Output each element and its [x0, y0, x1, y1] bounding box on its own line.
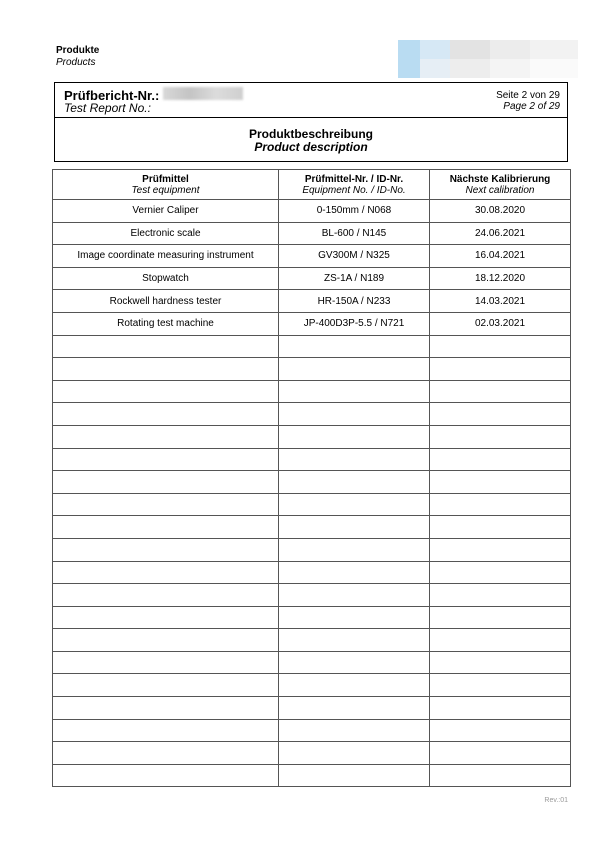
- table-row: [53, 516, 571, 539]
- column-header-equipment: Prüfmittel Test equipment: [53, 170, 279, 200]
- cell-equipment: [53, 561, 279, 584]
- section-title-en: Products: [56, 57, 96, 68]
- cell-next-calibration: [430, 742, 571, 765]
- cell-equipment: [53, 516, 279, 539]
- report-number-row: [55, 83, 567, 118]
- cell-equipment-no: [279, 606, 430, 629]
- table-row: [53, 674, 571, 697]
- table-row: [53, 606, 571, 629]
- table-row: [53, 290, 571, 313]
- cell-equipment: Image coordinate measuring instrument: [53, 245, 279, 268]
- cell-next-calibration: [430, 764, 571, 787]
- cell-next-calibration: [430, 493, 571, 516]
- section-heading: [56, 45, 99, 69]
- page-indicator-de: Seite 2 von 29: [496, 90, 560, 101]
- table-row: [53, 425, 571, 448]
- cell-equipment: [53, 651, 279, 674]
- cell-equipment: [53, 471, 279, 494]
- cell-equipment: Rotating test machine: [53, 312, 279, 335]
- table-row: [53, 538, 571, 561]
- table-row: [53, 742, 571, 765]
- cell-next-calibration: 02.03.2021: [430, 312, 571, 335]
- cell-next-calibration: [430, 380, 571, 403]
- cell-next-calibration: [430, 538, 571, 561]
- table-row: [53, 719, 571, 742]
- report-number-label-de: Prüfbericht-Nr.:: [64, 88, 160, 103]
- cell-equipment: [53, 358, 279, 381]
- cell-next-calibration: [430, 425, 571, 448]
- cell-equipment-no: [279, 516, 430, 539]
- report-number-label-en: Test Report No.:: [64, 101, 151, 115]
- cell-equipment-no: BL-600 / N145: [279, 222, 430, 245]
- cell-next-calibration: [430, 335, 571, 358]
- cell-equipment-no: [279, 584, 430, 607]
- cell-equipment: Electronic scale: [53, 222, 279, 245]
- product-description-en: Product description: [254, 140, 368, 154]
- cell-equipment-no: [279, 380, 430, 403]
- table-row: [53, 222, 571, 245]
- cell-next-calibration: [430, 606, 571, 629]
- cell-next-calibration: [430, 471, 571, 494]
- cell-equipment: [53, 584, 279, 607]
- cell-equipment-no: JP-400D3P-5.5 / N721: [279, 312, 430, 335]
- cell-equipment: [53, 719, 279, 742]
- cell-equipment: [53, 742, 279, 765]
- cell-equipment: [53, 538, 279, 561]
- cell-equipment-no: [279, 697, 430, 720]
- cell-next-calibration: [430, 516, 571, 539]
- cell-next-calibration: [430, 674, 571, 697]
- table-row: [53, 764, 571, 787]
- cell-equipment-no: [279, 448, 430, 471]
- cell-equipment: Stopwatch: [53, 267, 279, 290]
- cell-equipment-no: [279, 403, 430, 426]
- cell-equipment: [53, 380, 279, 403]
- table-row: [53, 697, 571, 720]
- table-row: [53, 200, 571, 223]
- cell-equipment: Vernier Caliper: [53, 200, 279, 223]
- table-row: [53, 403, 571, 426]
- cell-equipment-no: [279, 425, 430, 448]
- cell-equipment: [53, 629, 279, 652]
- cell-next-calibration: [430, 584, 571, 607]
- equipment-table: [52, 169, 571, 787]
- cell-next-calibration: [430, 629, 571, 652]
- cell-equipment-no: 0-150mm / N068: [279, 200, 430, 223]
- cell-next-calibration: [430, 719, 571, 742]
- table-row: [53, 335, 571, 358]
- cell-next-calibration: [430, 403, 571, 426]
- product-description-de: Produktbeschreibung: [248, 127, 373, 141]
- table-row: [53, 561, 571, 584]
- table-header-row: [53, 170, 571, 200]
- cell-equipment: [53, 697, 279, 720]
- cell-equipment-no: [279, 335, 430, 358]
- cell-equipment: [53, 493, 279, 516]
- cell-equipment-no: [279, 629, 430, 652]
- table-row: [53, 629, 571, 652]
- cell-equipment-no: [279, 471, 430, 494]
- cell-next-calibration: 30.08.2020: [430, 200, 571, 223]
- cell-equipment: [53, 335, 279, 358]
- table-row: [53, 245, 571, 268]
- cell-equipment: [53, 606, 279, 629]
- cell-equipment: Rockwell hardness tester: [53, 290, 279, 313]
- section-title-de: Produkte: [56, 45, 100, 56]
- cell-next-calibration: 24.06.2021: [430, 222, 571, 245]
- column-header-equipment-no: Prüfmittel-Nr. / ID-Nr. Equipment No. / ID-No.: [279, 170, 430, 200]
- table-row: [53, 358, 571, 381]
- report-header-box: [54, 82, 568, 162]
- redacted-report-number: [163, 87, 243, 100]
- cell-equipment: [53, 403, 279, 426]
- cell-equipment: [53, 448, 279, 471]
- cell-next-calibration: 16.04.2021: [430, 245, 571, 268]
- cell-equipment: [53, 764, 279, 787]
- table-row: [53, 471, 571, 494]
- table-row: [53, 267, 571, 290]
- cell-equipment-no: HR-150A / N233: [279, 290, 430, 313]
- cell-equipment-no: [279, 674, 430, 697]
- cell-next-calibration: [430, 697, 571, 720]
- cell-equipment: [53, 425, 279, 448]
- column-header-next-calibration: Nächste Kalibrierung Next calibration: [430, 170, 571, 200]
- cell-equipment-no: ZS-1A / N189: [279, 267, 430, 290]
- page-indicator-en: Page 2 of 29: [503, 101, 560, 112]
- cell-next-calibration: [430, 561, 571, 584]
- table-row: [53, 380, 571, 403]
- cell-equipment-no: [279, 561, 430, 584]
- table-row: [53, 651, 571, 674]
- product-description-heading: [55, 128, 567, 154]
- cell-equipment-no: [279, 538, 430, 561]
- cell-next-calibration: 14.03.2021: [430, 290, 571, 313]
- cell-equipment-no: [279, 764, 430, 787]
- table-row: [53, 584, 571, 607]
- table-row: [53, 312, 571, 335]
- cell-next-calibration: [430, 358, 571, 381]
- cell-equipment-no: [279, 719, 430, 742]
- cell-next-calibration: 18.12.2020: [430, 267, 571, 290]
- cell-equipment-no: [279, 493, 430, 516]
- cell-equipment-no: [279, 358, 430, 381]
- table-row: [53, 493, 571, 516]
- revision-label: Rev.:01: [544, 797, 568, 804]
- blurred-logo: [398, 40, 578, 78]
- cell-next-calibration: [430, 651, 571, 674]
- table-row: [53, 448, 571, 471]
- cell-equipment: [53, 674, 279, 697]
- cell-equipment-no: GV300M / N325: [279, 245, 430, 268]
- cell-next-calibration: [430, 448, 571, 471]
- table-body: [53, 200, 571, 787]
- cell-equipment-no: [279, 742, 430, 765]
- cell-equipment-no: [279, 651, 430, 674]
